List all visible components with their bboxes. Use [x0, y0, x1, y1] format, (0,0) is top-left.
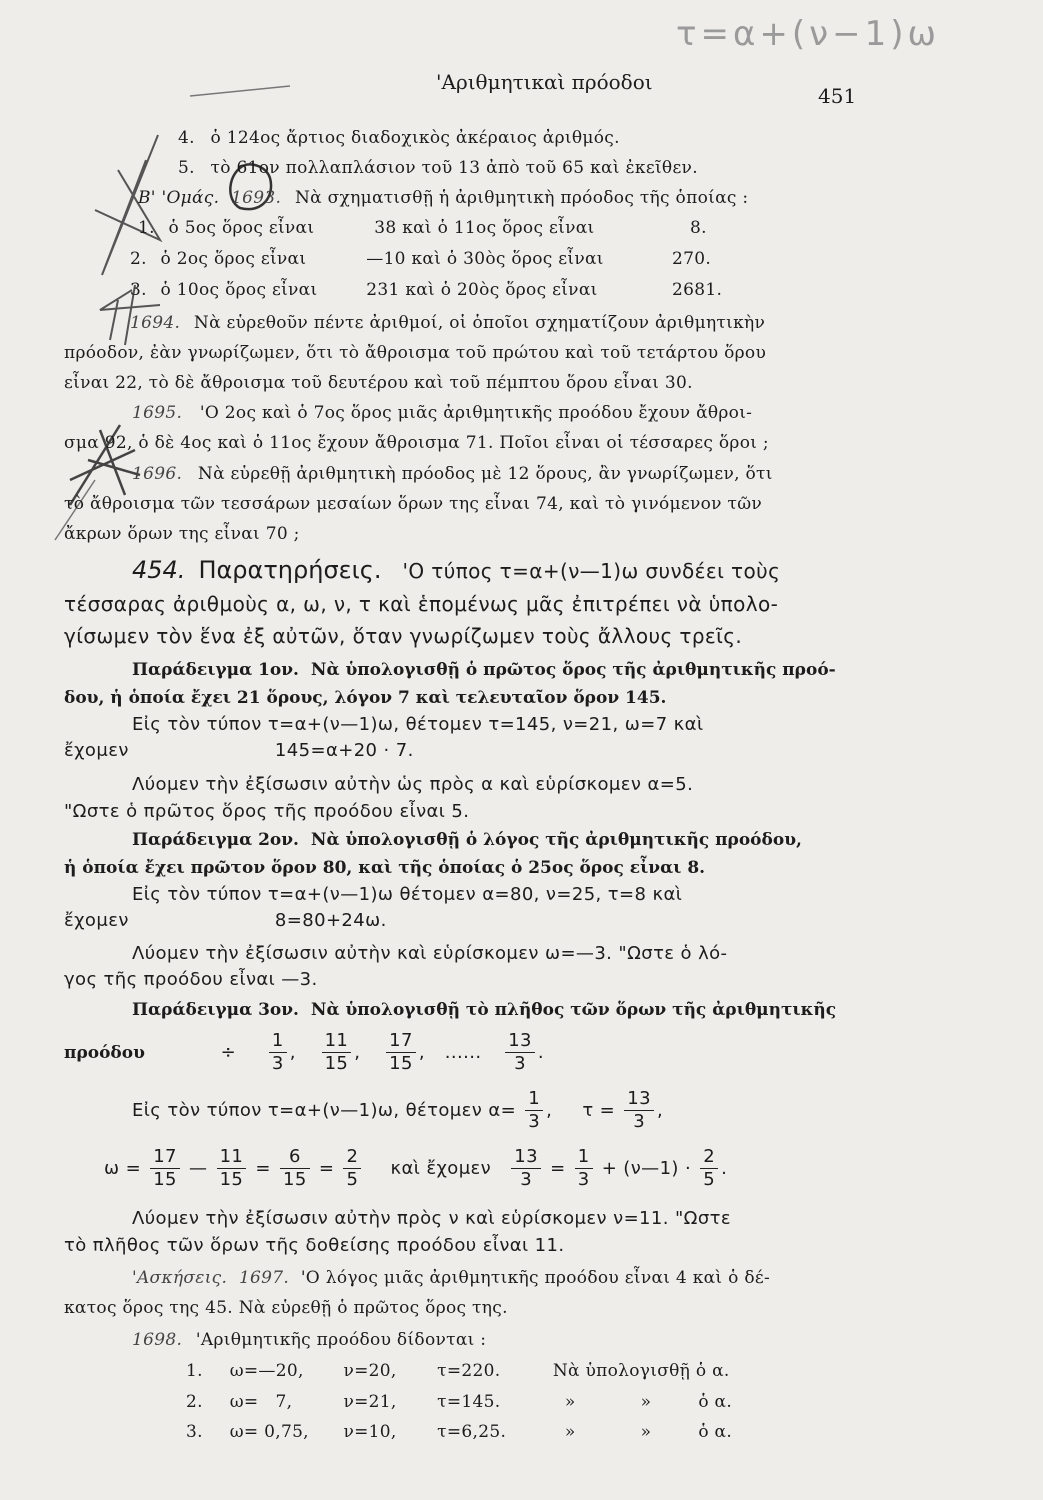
fraction: [525, 1088, 543, 1133]
row-num: 2.: [186, 1392, 203, 1412]
exercise-num: 5.: [178, 158, 195, 178]
exercises-label: 'Ασκήσεις.: [132, 1268, 228, 1288]
exercise-item: [178, 158, 698, 178]
exercise-text: τὸ 61ον πολλαπλάσιον τοῦ 13 ἀπὸ τοῦ 65 καὶ ἐκεῖθεν.: [210, 158, 698, 178]
denominator: 3: [520, 1169, 533, 1190]
problem-text: 'Ο λόγος μιᾶς ἀριθμητικῆς προόδου εἶναι 4 καὶ ὁ δέ-: [300, 1268, 771, 1288]
example-3-line: τὸ πλῆθος τῶν ὅρων τῆς δοθείσης προόδου εἶναι 11.: [64, 1235, 565, 1256]
sequence-word: προόδου: [64, 1042, 145, 1063]
page-number: 451: [818, 84, 857, 108]
numerator: 11: [322, 1030, 352, 1053]
denominator: 5: [703, 1169, 716, 1190]
group-b-item: [138, 218, 707, 238]
exercise-row: [186, 1392, 732, 1412]
formula-text: + (ν—1) ·: [601, 1158, 692, 1179]
formula-text: ω =: [104, 1158, 142, 1179]
progression-symbol: ÷: [220, 1042, 237, 1063]
row-nu: ν=20,: [343, 1361, 397, 1381]
ditto-mark: »: [640, 1392, 652, 1412]
row-omega: ω= 7,: [229, 1392, 293, 1412]
problem-number: 1694.: [130, 313, 181, 333]
example-1-line: Εἰς τὸν τύπον τ=α+(ν—1)ω, θέτομεν τ=145, ν=21, ω=7 καὶ: [132, 714, 704, 735]
pencil-stroke-top: [190, 86, 290, 96]
example-text: Νὰ ὑπολογισθῇ ὁ πρῶτος ὅρος τῆς ἀριθμητικῆς προό-: [310, 660, 836, 680]
fraction: [217, 1146, 247, 1191]
problem-text: Νὰ εὑρεθῇ ἀριθμητικὴ πρόοδος μὲ 12 ὅρους, ἂν γνωρίζωμεν, ὅτι: [197, 464, 773, 484]
example-3-title: [132, 1000, 836, 1020]
problem-number: 1696.: [132, 464, 183, 484]
denominator: 15: [219, 1169, 244, 1190]
denominator: 15: [153, 1169, 177, 1190]
group-b-item: [130, 249, 711, 269]
problem-1695-line: [132, 403, 752, 423]
row-tau: τ=220.: [437, 1361, 501, 1381]
fraction: [269, 1030, 287, 1075]
fraction: [575, 1146, 593, 1191]
problem-1694-line: εἶναι 22, τὸ δὲ ἄθροισμα τοῦ δευτέρου καὶ τοῦ πέμπτου ὅρου εἶναι 30.: [64, 373, 693, 393]
numerator: 17: [150, 1146, 180, 1169]
fraction: [386, 1030, 416, 1075]
denominator: 15: [324, 1053, 349, 1074]
example-equation: 145=α+20 · 7.: [274, 740, 414, 761]
row-tau: τ=6,25.: [437, 1422, 507, 1442]
example-3-sequence: προόδου ÷ $\frac{1}{3}$ , $\frac{11}{15}$ , $\frac{17}{15}$ , ...... $\frac{13}{3}$ .: [64, 1030, 545, 1074]
fraction: [280, 1146, 310, 1191]
numerator: 13: [505, 1030, 535, 1053]
numerator: 2: [343, 1146, 361, 1169]
example-equation: 8=80+24ω.: [274, 910, 387, 931]
problem-text: Νὰ σχηματισθῇ ἡ ἀριθμητικὴ πρόοδος τῆς ὁποίας :: [294, 188, 749, 208]
row-omega: ω= 0,75,: [229, 1422, 309, 1442]
section-454-heading: [132, 556, 780, 584]
numerator: 13: [624, 1088, 654, 1111]
problem-number: 1693.: [231, 188, 282, 208]
example-label: Παράδειγμα 2ον.: [132, 830, 299, 850]
item-num: 3.: [130, 280, 147, 300]
item-c: 8.: [689, 218, 707, 238]
exercise-row: [186, 1422, 732, 1442]
denominator: 3: [633, 1111, 646, 1132]
fraction: [343, 1146, 361, 1191]
item-a: ὁ 2ος ὅρος εἶναι: [160, 249, 307, 269]
numerator: 1: [525, 1088, 543, 1111]
fraction: [322, 1030, 352, 1075]
problem-1695-line: σμα 92, ὁ δὲ 4ος καὶ ὁ 11ος ἔχουν ἄθροισμα 71. Ποῖοι εἶναι οἱ τέσσαρες ὅροι ;: [64, 433, 769, 453]
example-1-line: [64, 740, 414, 761]
section-454-line: γίσωμεν τὸν ἕνα ἐξ αὐτῶν, ὅταν γνωρίζωμεν τοὺς ἄλλους τρεῖς.: [64, 624, 743, 648]
row-tau: τ=145.: [437, 1392, 501, 1412]
numerator: 13: [511, 1146, 541, 1169]
row-num: 3.: [186, 1422, 203, 1442]
exercise-row: [186, 1361, 730, 1381]
example-1-line: "Ωστε ὁ πρῶτος ὅρος τῆς προόδου εἶναι 5.: [64, 801, 470, 822]
row-nu: ν=10,: [343, 1422, 397, 1442]
item-a: ὁ 10ος ὅρος εἶναι: [160, 280, 318, 300]
denominator: 3: [577, 1169, 590, 1190]
example-text: Νὰ ὑπολογισθῇ ὁ λόγος τῆς ἀριθμητικῆς προόδου,: [310, 830, 802, 850]
item-c: 270.: [671, 249, 712, 269]
handwritten-formula: τ=α+(ν−1)ω: [676, 14, 940, 54]
exercise-item: [178, 128, 620, 148]
item-b: 231 καὶ ὁ 20ὸς ὅρος εἶναι: [366, 280, 598, 300]
denominator: 3: [514, 1053, 526, 1074]
problem-1698-heading: [132, 1330, 486, 1350]
example-2-line: γος τῆς προόδου εἶναι —3.: [64, 969, 318, 990]
formula-text: τ =: [582, 1100, 616, 1121]
fraction: [624, 1088, 654, 1133]
problem-number: 1698.: [132, 1330, 183, 1350]
numerator: 6: [280, 1146, 310, 1169]
group-label: Β' 'Ομάς.: [138, 188, 220, 208]
denominator: 3: [271, 1053, 284, 1074]
ellipsis: ......: [444, 1042, 482, 1063]
example-3-omega-line: ω = $\frac{17}{15}$ — $\frac{11}{15}$ = $\frac{6}{15}$ = $\frac{2}{5}$ καὶ ἔχομεν $\frac{13}{3}$ = $\frac{1}{3}$ + (ν—1) · $\frac{2}{5}$ .: [104, 1146, 728, 1190]
item-num: 2.: [130, 249, 147, 269]
example-word: ἔχομεν: [64, 910, 129, 931]
section-454-line: τέσσαρας ἀριθμοὺς α, ω, ν, τ καὶ ἑπομένως μᾶς ἐπιτρέπει νὰ ὑπολο-: [64, 592, 779, 616]
problem-text: 'Ο 2ος καὶ ὁ 7ος ὅρος μιᾶς ἀριθμητικῆς προόδου ἔχουν ἄθροι-: [199, 403, 753, 423]
numerator: 17: [386, 1030, 416, 1053]
example-1-title: [132, 660, 836, 680]
running-header: 'Αριθμητικαὶ πρόοδοι: [436, 70, 653, 94]
numerator: 1: [269, 1030, 287, 1053]
row-question: Νὰ ὑπολογισθῇ ὁ α.: [552, 1361, 730, 1381]
problem-1694-line: [130, 313, 765, 333]
row-question: ὁ α.: [698, 1392, 733, 1412]
problem-1697-line: κατος ὅρος της 45. Νὰ εὑρεθῇ ὁ πρῶτος ὅρος της.: [64, 1298, 508, 1318]
example-3-line: Λύομεν τὴν ἐξίσωσιν αὐτὴν πρὸς ν καὶ εὑρίσκομεν ν=11. "Ωστε: [132, 1208, 732, 1229]
example-2-line: Λύομεν τὴν ἐξίσωσιν αὐτὴν καὶ εὑρίσκομεν ω=—3. "Ωστε ὁ λό-: [132, 943, 728, 964]
example-2-title: [132, 830, 802, 850]
denominator: 15: [283, 1169, 307, 1190]
row-nu: ν=21,: [343, 1392, 397, 1412]
item-a: ὁ 5ος ὅρος εἶναι: [168, 218, 315, 238]
example-text: Νὰ ὑπολογισθῇ τὸ πλῆθος τῶν ὅρων τῆς ἀριθμητικῆς: [310, 1000, 837, 1020]
fraction: [150, 1146, 180, 1191]
ditto-mark: »: [564, 1392, 576, 1412]
problem-1696-line: ἄκρων ὅρων της εἶναι 70 ;: [64, 524, 300, 544]
example-2-line: Εἰς τὸν τύπον τ=α+(ν—1)ω θέτομεν α=80, ν=25, τ=8 καὶ: [132, 884, 683, 905]
problem-number: 1697.: [238, 1268, 290, 1288]
group-b-heading: [138, 188, 748, 208]
example-word: ἔχομεν: [64, 740, 129, 761]
exercise-text: ὁ 124ος ἄρτιος διαδοχικὸς ἀκέραιος ἀριθμός.: [210, 128, 620, 148]
problem-1696-line: τὸ ἄθροισμα τῶν τεσσάρων μεσαίων ὅρων της εἶναι 74, καὶ τὸ γινόμενον τῶν: [64, 494, 763, 514]
fraction: [511, 1146, 541, 1191]
numerator: 2: [700, 1146, 718, 1169]
fraction: [505, 1030, 535, 1075]
problem-text: Νὰ εὑρεθοῦν πέντε ἀριθμοί, οἱ ὁποῖοι σχηματίζουν ἀριθμητικὴν: [193, 313, 766, 333]
row-num: 1.: [186, 1361, 203, 1381]
denominator: 3: [528, 1111, 541, 1132]
example-2-line: [64, 910, 387, 931]
item-num: 1.: [138, 218, 155, 238]
row-question: ὁ α.: [698, 1422, 733, 1442]
example-label: Παράδειγμα 1ον.: [132, 660, 299, 680]
item-b: 38 καὶ ὁ 11ος ὅρος εἶναι: [374, 218, 595, 238]
section-number: 454.: [132, 556, 186, 584]
denominator: 15: [389, 1053, 413, 1074]
problem-1697-line: [132, 1268, 770, 1288]
section-text: 'Ο τύπος τ=α+(ν—1)ω συνδέει τοὺς: [402, 559, 781, 583]
numerator: 11: [217, 1146, 247, 1169]
formula-text: καὶ ἔχομεν: [390, 1158, 492, 1179]
ditto-mark: »: [564, 1422, 576, 1442]
example-2-line: ἡ ὁποία ἔχει πρῶτον ὅρον 80, καὶ τῆς ὁποίας ὁ 25ος ὅρος εἶναι 8.: [64, 858, 706, 878]
item-c: 2681.: [671, 280, 723, 300]
problem-1694-line: πρόοδον, ἐὰν γνωρίζωμεν, ὅτι τὸ ἄθροισμα τοῦ πρώτου καὶ τοῦ τετάρτου ὅρου: [64, 343, 767, 363]
fraction: [700, 1146, 718, 1191]
exercise-num: 4.: [178, 128, 195, 148]
item-b: —10 καὶ ὁ 30ὸς ὅρος εἶναι: [366, 249, 604, 269]
group-b-item: [130, 280, 722, 300]
problem-number: 1695.: [132, 403, 183, 423]
example-1-line: Λύομεν τὴν ἐξίσωσιν αὐτὴν ὡς πρὸς α καὶ εὑρίσκομεν α=5.: [132, 774, 694, 795]
problem-1696-line: [132, 464, 773, 484]
ditto-mark: »: [640, 1422, 652, 1442]
denominator: 5: [346, 1169, 359, 1190]
row-omega: ω=—20,: [229, 1361, 304, 1381]
example-label: Παράδειγμα 3ον.: [132, 1000, 299, 1020]
example-3-line: Εἰς τὸν τύπον τ=α+(ν—1)ω, θέτομεν α= $\frac{1}{3}$ , τ = $\frac{13}{3}$ ,: [132, 1088, 664, 1132]
section-title: Παρατηρήσεις.: [198, 556, 382, 584]
formula-text: Εἰς τὸν τύπον τ=α+(ν—1)ω, θέτομεν α=: [132, 1100, 517, 1121]
example-1-line: δου, ἡ ὁποία ἔχει 21 ὅρους, λόγον 7 καὶ τελευταῖον ὅρον 145.: [64, 688, 667, 708]
numerator: 1: [575, 1146, 593, 1169]
problem-text: 'Αριθμητικῆς προόδου δίδονται :: [195, 1330, 487, 1350]
